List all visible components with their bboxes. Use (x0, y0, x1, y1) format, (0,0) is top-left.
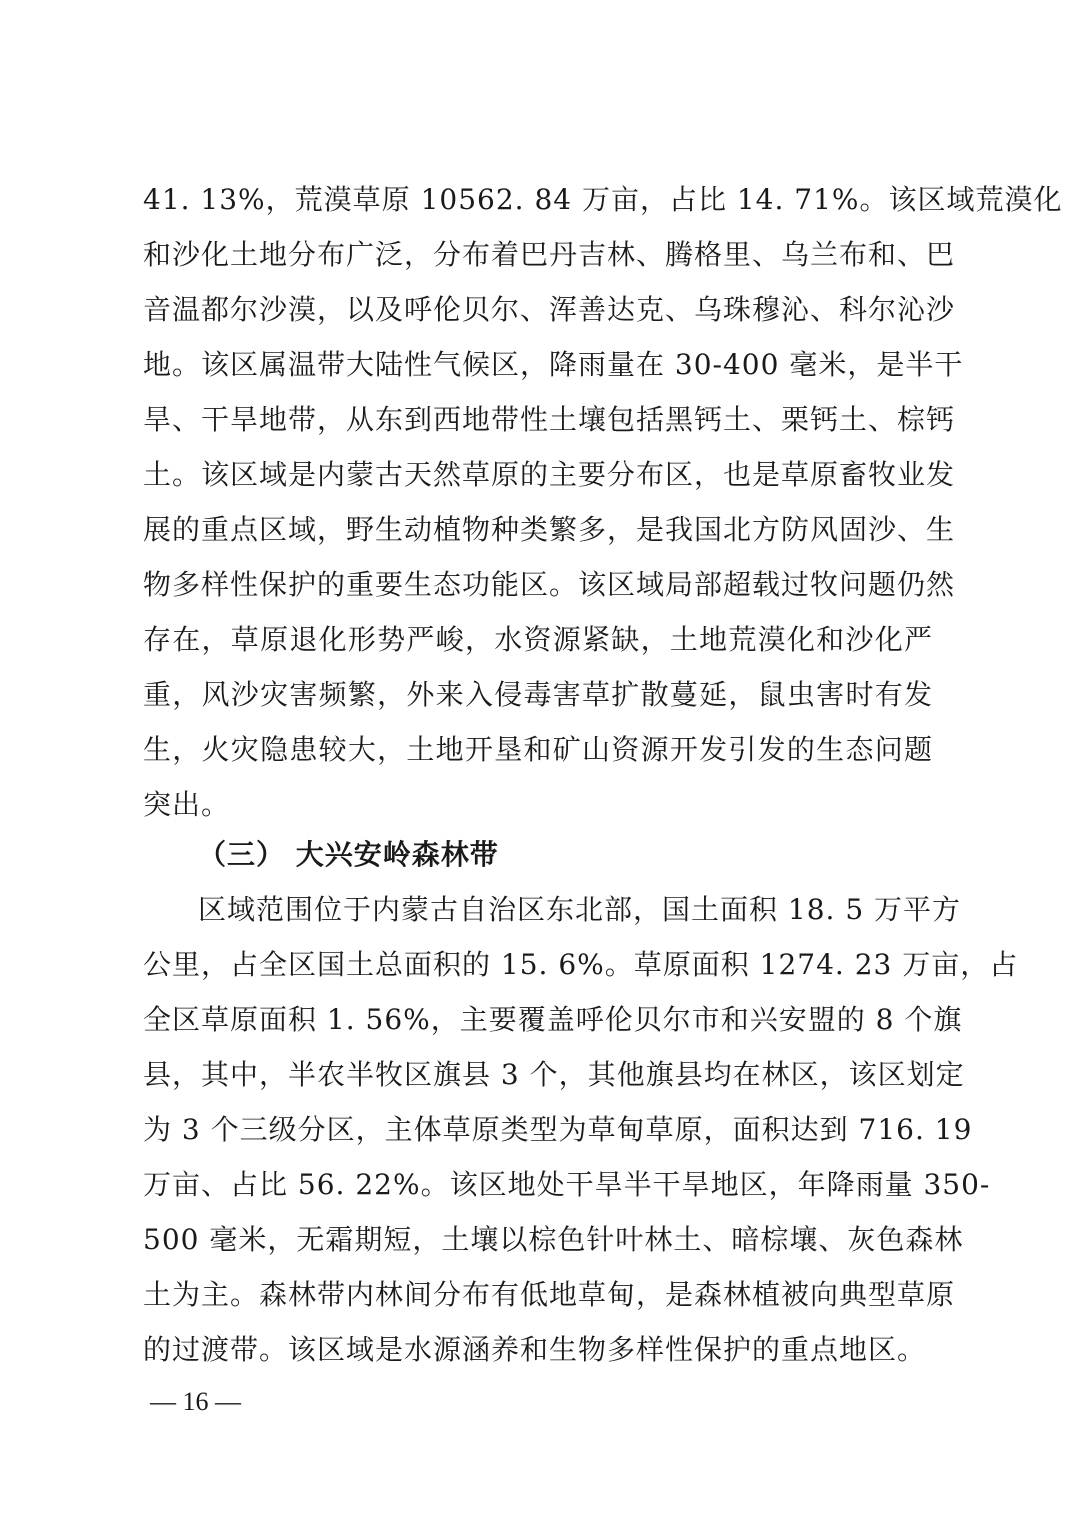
paragraph-line: 区域范围位于内蒙古自治区东北部，国土面积 18. 5 万平方 (198, 893, 962, 926)
paragraph-line: 音温都尔沙漠，以及呼伦贝尔、浑善达克、乌珠穆沁、科尔沁沙 (143, 293, 956, 326)
paragraph-line: 万亩、占比 56. 22%。该区地处干旱半干旱地区，年降雨量 350- (143, 1168, 991, 1201)
paragraph-line: 41. 13%，荒漠草原 10562. 84 万亩，占比 14. 71%。该区域荒漠化 (143, 183, 1063, 216)
paragraph-line: 县，其中，半农半牧区旗县 3 个，其他旗县均在林区，该区划定 (143, 1058, 965, 1091)
paragraph-line: 生，火灾隐患较大，土地开垦和矿山资源开发引发的生态问题 (143, 733, 933, 766)
section-heading: （三） 大兴安岭森林带 (198, 838, 499, 871)
paragraph-line: 为 3 个三级分区，主体草原类型为草甸草原，面积达到 716. 19 (143, 1113, 973, 1146)
paragraph-line: 物多样性保护的重要生态功能区。该区域局部超载过牧问题仍然 (143, 568, 956, 601)
paragraph-line: 展的重点区域，野生动植物种类繁多，是我国北方防风固沙、生 (143, 513, 956, 546)
paragraph-line: 500 毫米，无霜期短，土壤以棕色针叶林土、暗棕壤、灰色森林 (143, 1223, 964, 1256)
paragraph-line: 和沙化土地分布广泛，分布着巴丹吉林、腾格里、乌兰布和、巴 (143, 238, 956, 271)
paragraph-line: 的过渡带。该区域是水源涵养和生物多样性保护的重点地区。 (143, 1333, 927, 1366)
paragraph-line: 存在，草原退化形势严峻，水资源紧缺，土地荒漠化和沙化严 (143, 623, 933, 656)
paragraph-line: 重，风沙灾害频繁，外来入侵毒害草扩散蔓延，鼠虫害时有发 (143, 678, 933, 711)
paragraph-line: 地。该区属温带大陆性气候区，降雨量在 30-400 毫米，是半干 (143, 348, 964, 381)
paragraph-line: 突出。 (143, 788, 231, 821)
paragraph-line: 土为主。森林带内林间分布有低地草甸，是森林植被向典型草原 (143, 1278, 956, 1311)
paragraph-line: 公里，占全区国土总面积的 15. 6%。草原面积 1274. 23 万亩，占 (143, 948, 1019, 981)
page-number: — 16 — (150, 1387, 241, 1416)
paragraph-line: 旱、干旱地带，从东到西地带性土壤包括黑钙土、栗钙土、棕钙 (143, 403, 956, 436)
paragraph-line: 全区草原面积 1. 56%，主要覆盖呼伦贝尔市和兴安盟的 8 个旗 (143, 1003, 963, 1036)
paragraph-line: 土。该区域是内蒙古天然草原的主要分布区，也是草原畜牧业发 (143, 458, 956, 491)
